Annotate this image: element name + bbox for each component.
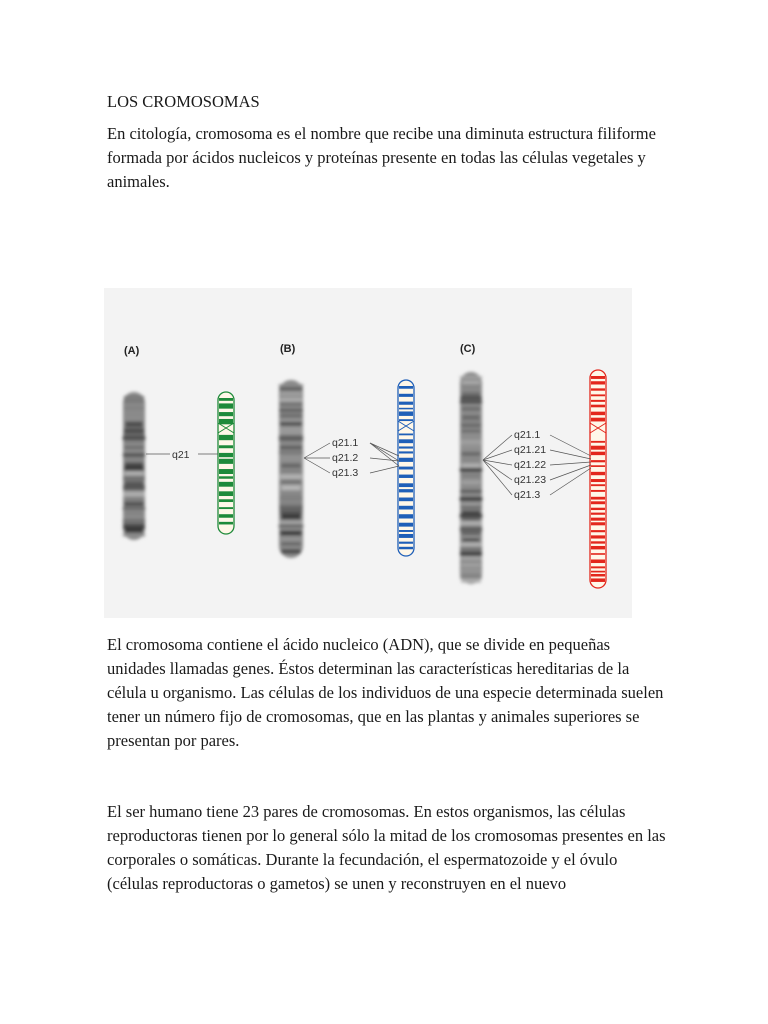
panel-c-band-label-2: q21.21: [514, 444, 547, 456]
panel-c-letter: (C): [460, 343, 476, 355]
panel-b-letter: (B): [280, 343, 296, 355]
page-title: LOS CROMOSOMAS: [107, 92, 260, 111]
panel-c-band-label-1: q21.1: [514, 429, 541, 441]
panel-c-band-label-3: q21.22: [514, 459, 547, 471]
panel-b-band-label-3: q21.3: [332, 467, 359, 479]
panel-c-band-label-5: q21.3: [514, 489, 541, 501]
panel-b-band-label-1: q21.1: [332, 437, 359, 449]
panel-b-chromosome-photo: [279, 380, 304, 558]
paragraph-1: En citología, cromosoma es el nombre que recibe una diminuta estructura filiforme formada por ácidos nucleicos y proteínas presente en todas las células vegetales y animales.: [107, 124, 656, 191]
panel-c-ideogram: [590, 370, 606, 588]
panel-a-band-label-1: q21: [172, 449, 190, 461]
panel-a: [123, 345, 234, 540]
panel-b-ideogram: [398, 380, 414, 556]
panel-b: [279, 343, 414, 558]
paragraph-2: El cromosoma contiene el ácido nucleico (ADN), que se divide en pequeñas unidades llamadas genes. Éstos determinan las características hereditarias de la célula u organismo. Las células de los individuos de una especie determinada suelen tener un número fijo de cromosomas, que en las plantas y animales superiores se presentan por pares.: [107, 635, 664, 750]
panel-b-band-label-2: q21.2: [332, 452, 359, 464]
panel-a-chromosome-photo: [123, 392, 146, 540]
paragraph-3: El ser humano tiene 23 pares de cromosomas. En estos organismos, las células reproductoras tienen por lo general sólo la mitad de los cromosomas presentes en las corporales o somáticas. Durante la fecundación, el espermatozoide y el óvulo (células reproductoras o gametos) se unen y reconstruyen en el nuevo: [107, 802, 666, 893]
panel-a-ideogram: [218, 392, 234, 534]
panel-c: [460, 343, 606, 588]
panel-a-letter: (A): [124, 345, 140, 357]
panel-c-band-label-4: q21.23: [514, 474, 547, 486]
panel-c-chromosome-photo: [460, 372, 483, 584]
chromosome-banding-figure: [104, 288, 632, 618]
